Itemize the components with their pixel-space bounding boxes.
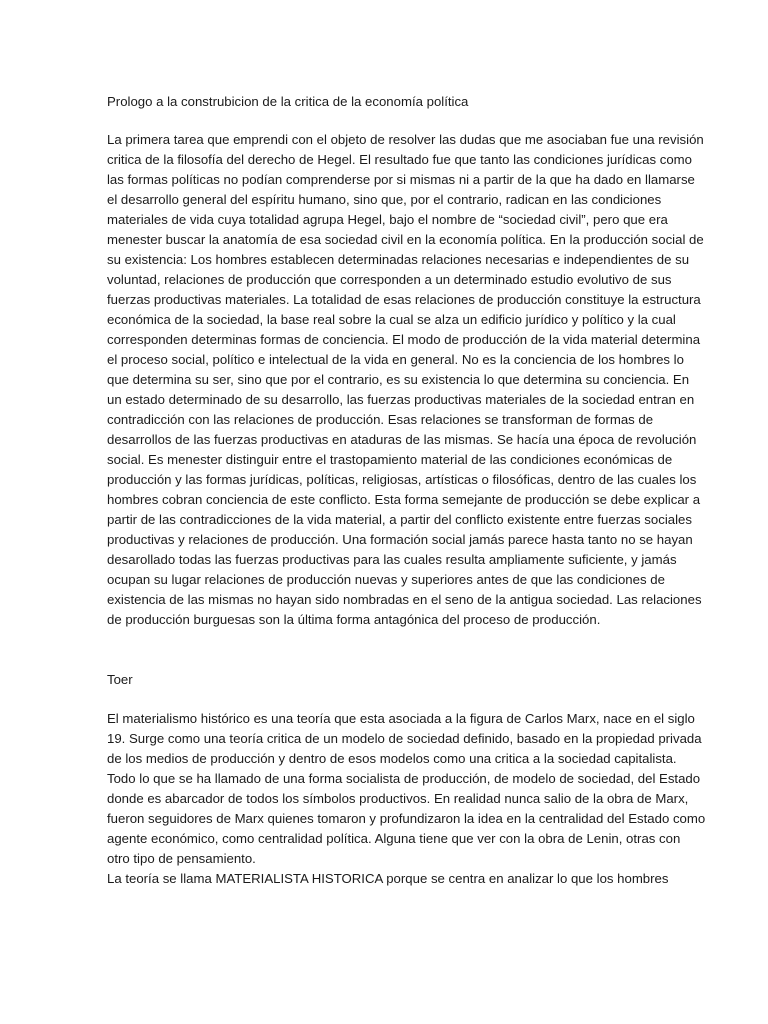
document-title: Prologo a la construbicion de la critica de la economía política (107, 94, 469, 109)
paragraph-socialista: Todo lo que se ha llamado de una forma socialista de producción, de modelo de sociedad, del Estado donde es abarcador de todos los símbolos productivos. En realidad nunca salio de la obra de Marx, fueron seguidores de Marx quienes tomaron y profundizaron la idea en la centralidad del Estado como agente económico, como centralidad política. Alguna tiene que ver con la obra de Lenin, otras con otro tipo de pensamiento. (107, 771, 706, 866)
section-heading-toer: Toer (107, 672, 133, 687)
paragraph-materialismo: El materialismo histórico es una teoría que esta asociada a la figura de Carlos Marx, nace en el siglo 19. Surge como una teoría critica de un modelo de sociedad definido, basado en la propiedad privada de los medios de producción y dentro de esos modelos como una critica a la sociedad capitalista. (107, 711, 702, 766)
paragraph-prologo: La primera tarea que emprendi con el objeto de resolver las dudas que me asociaban fue una revisión critica de la filosofía del derecho de Hegel. El resultado fue que tanto las condiciones jurídicas como las formas políticas no podían comprenderse por si mismas ni a partir de la que ha dado en llamarse el desarrollo general del espíritu humano, sino que, por el contrario, radican en las condiciones materiales de vida cuya totalidad agrupa Hegel, bajo el nombre de “sociedad civil”, pero que era menester buscar la anatomía de esa sociedad civil en la economía política. En la producción social de su existencia: Los hombres establecen determinadas relaciones necesarias e independientes de su voluntad, relaciones de producción que corresponden a un determinado estudio evolutivo de sus fuerzas productivas materiales. La totalidad de esas relaciones de producción constituye la estructura económica de la sociedad, la base real sobre la cual se alza un edificio jurídico y político y la cual corresponden determinas formas de conciencia. El modo de producción de la vida material determina el proceso social, político e intelectual de la vida en general. No es la conciencia de los hombres lo que determina su ser, sino que por el contrario, es su existencia lo que determina su conciencia. En un estado determinado de su desarrollo, las fuerzas productivas materiales de la sociedad entran en contradicción con las relaciones de producción. Esas relaciones se transforman de formas de desarrollos de las fuerzas productivas en ataduras de las mismas. Se hacía una época de revolución social. Es menester distinguir entre el trastopamiento material de las condiciones económicas de producción y las formas jurídicas, políticas, religiosas, artísticas o filosóficas, dentro de las cuales los hombres cobran conciencia de este conflicto. Esta forma semejante de producción se debe explicar a partir de las contradicciones de la vida material, a partir del conflicto existente entre fuerzas sociales productivas y relaciones de producción. Una formación social jamás parece hasta tanto no se hayan desarollado todas las fuerzas productivas para las cuales resulta ampliamente suficiente, y jamás ocupan su lugar relaciones de producción nuevas y superiores antes de que las condiciones de existencia de las mismas no hayan sido nombradas en el seno de la antigua sociedad. Las relaciones de producción burguesas son la última forma antagónica del proceso de producción. (107, 132, 704, 627)
paragraph-teoria: La teoría se llama MATERIALISTA HISTORICA porque se centra en analizar lo que los hombres (107, 871, 669, 886)
